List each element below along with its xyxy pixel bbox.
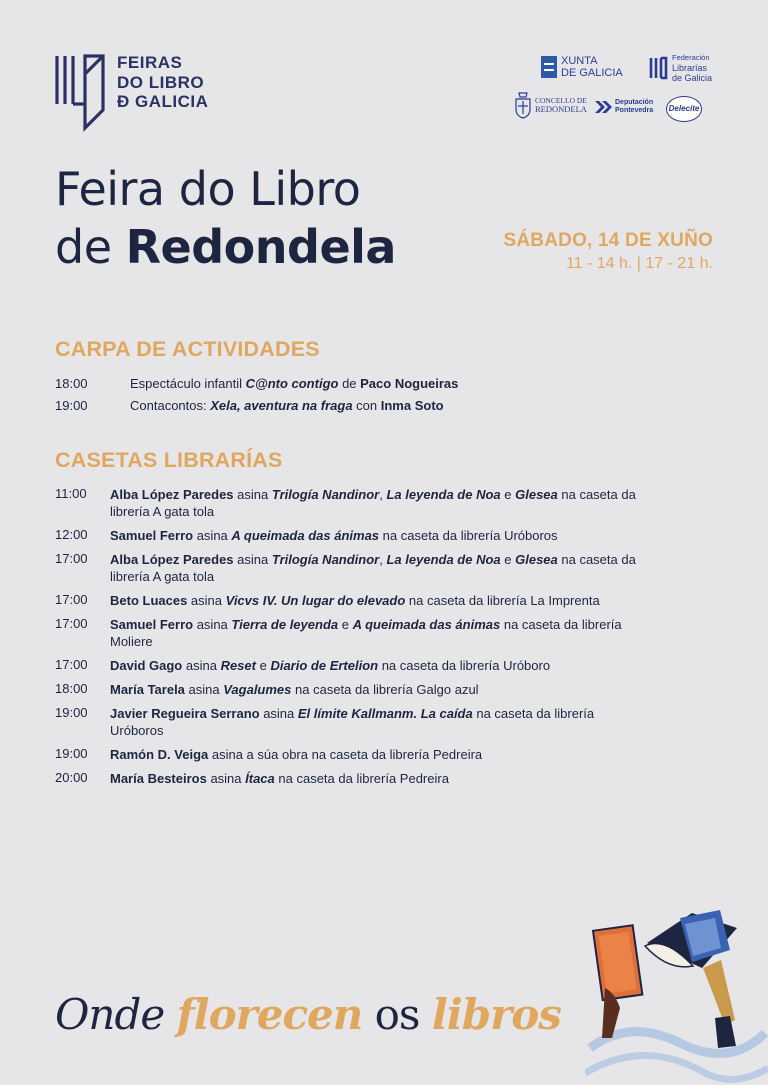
work-title: Vagalumes xyxy=(223,682,292,697)
federacion-logo xyxy=(648,54,712,83)
item-desc xyxy=(110,527,645,544)
author: Alba López Paredes xyxy=(110,487,234,502)
list-item xyxy=(55,551,645,585)
text: na caseta da librería Galgo azul xyxy=(291,682,479,697)
work-title: Glesea xyxy=(515,487,558,502)
work-title: Reset xyxy=(220,658,256,673)
text: asina xyxy=(259,706,298,721)
deputacion-chevrons-icon xyxy=(594,100,612,114)
text: na caseta da librería Uróboros xyxy=(379,528,558,543)
text: na caseta da librería A gata tola xyxy=(110,552,636,584)
deputacion-line-2: Pontevedra xyxy=(615,106,654,114)
xunta-line-1: XUNTA xyxy=(561,55,598,67)
text: asina xyxy=(193,617,232,632)
item-time: 12:00 xyxy=(55,527,88,542)
federacion-bars-icon xyxy=(648,56,668,80)
xunta-logo xyxy=(541,55,623,79)
slogan xyxy=(55,990,561,1040)
text: asina xyxy=(187,593,226,608)
item-time: 19:00 xyxy=(55,398,88,413)
work-title: La leyenda de Noa xyxy=(386,487,501,502)
books-hands-illustration-icon xyxy=(585,898,768,1085)
work-title: Tierra de leyenda xyxy=(231,617,339,632)
item-time: 17:00 xyxy=(55,551,88,566)
list-item xyxy=(55,681,645,698)
work-title: Ítaca xyxy=(245,771,275,786)
author: Samuel Ferro xyxy=(110,617,194,632)
text: asina a súa obra na caseta da librería Pedreira xyxy=(208,747,483,762)
list-item xyxy=(55,397,555,419)
list-item xyxy=(55,527,645,544)
work-title: Vicvs IV. Un lugar do elevado xyxy=(225,593,406,608)
author: Beto Luaces xyxy=(110,593,188,608)
concello-line-2: REDONDELA xyxy=(535,104,587,114)
work-title: Trilogía Nandinor xyxy=(271,487,380,502)
item-desc xyxy=(110,746,645,763)
author: Javier Regueira Serrano xyxy=(110,706,260,721)
item-time: 17:00 xyxy=(55,657,88,672)
work-title: Diario de Ertelion xyxy=(270,658,379,673)
item-desc xyxy=(110,657,645,674)
item-time: 18:00 xyxy=(55,376,88,391)
author: María Tarela xyxy=(110,682,185,697)
list-item xyxy=(55,657,645,674)
feiras-logo-text xyxy=(117,53,208,112)
deputacion-logo xyxy=(594,99,653,114)
author: Alba López Paredes xyxy=(110,552,234,567)
event-date-main: SÁBADO, 14 DE XUÑO xyxy=(503,230,713,251)
text: , xyxy=(379,487,387,502)
coat-of-arms-icon xyxy=(514,90,532,120)
text: con xyxy=(352,398,381,413)
author: Paco Nogueiras xyxy=(360,376,459,391)
carpa-list xyxy=(55,375,555,419)
federacion-line-3: de Galicia xyxy=(672,72,713,83)
item-desc xyxy=(110,705,645,739)
author: David Gago xyxy=(110,658,183,673)
item-time: 19:00 xyxy=(55,705,88,720)
work-title: A queimada das ánimas xyxy=(352,617,501,632)
item-time: 19:00 xyxy=(55,746,88,761)
title-line-2 xyxy=(55,218,396,276)
work-title: La leyenda de Noa xyxy=(386,552,501,567)
list-item xyxy=(55,486,645,520)
text: , xyxy=(379,552,387,567)
work-title: El límite Kallmanm. La caída xyxy=(297,706,473,721)
logo-line-1: FEIRAS xyxy=(117,53,183,72)
title-town: Redondela xyxy=(125,220,396,274)
item-time: 20:00 xyxy=(55,770,88,785)
text: na caseta da librería Uróboros xyxy=(110,706,595,738)
delecite-logo: Delecite xyxy=(666,96,702,122)
xunta-line-2: DE GALICIA xyxy=(561,67,623,79)
concello-logo xyxy=(514,90,587,120)
work-title: Glesea xyxy=(515,552,558,567)
list-item xyxy=(55,746,645,763)
text: asina xyxy=(233,552,272,567)
item-desc xyxy=(110,616,645,650)
event-hours: 11 - 14 h. | 17 - 21 h. xyxy=(565,255,713,272)
title-prefix: de xyxy=(55,220,126,274)
text: na caseta da librería Pedreira xyxy=(274,771,449,786)
list-item xyxy=(55,770,645,787)
author: Ramón D. Veiga xyxy=(110,747,209,762)
item-desc xyxy=(110,486,645,520)
logo-line-3: Ð GALICIA xyxy=(117,92,209,111)
concello-line-1: CONCELLO DE xyxy=(535,95,587,105)
author: Samuel Ferro xyxy=(110,528,194,543)
carpa-heading: CARPA DE ACTIVIDADES xyxy=(55,337,320,361)
list-item xyxy=(55,375,555,397)
text: e xyxy=(255,658,271,673)
page-title xyxy=(55,160,396,276)
item-desc xyxy=(110,551,645,585)
text: asina xyxy=(184,682,224,697)
author: Inma Soto xyxy=(380,398,444,413)
text: asina xyxy=(193,528,232,543)
text: e xyxy=(500,552,516,567)
author: María Besteiros xyxy=(110,771,207,786)
work-title: A queimada das ánimas xyxy=(231,528,380,543)
item-desc xyxy=(130,375,555,397)
list-item xyxy=(55,616,645,650)
item-desc xyxy=(110,770,645,787)
text: na caseta da librería Moliere xyxy=(110,617,622,649)
slogan-word: os xyxy=(362,990,432,1039)
event-date xyxy=(430,229,713,275)
work-title: Trilogía Nandinor xyxy=(271,552,380,567)
text: na caseta da librería La Imprenta xyxy=(405,593,600,608)
feiras-logo-icon xyxy=(55,54,107,132)
work-title: C@nto contigo xyxy=(245,376,339,391)
text: asina xyxy=(233,487,272,502)
item-time: 17:00 xyxy=(55,616,88,631)
text: de xyxy=(338,376,361,391)
slogan-word: Onde xyxy=(55,990,177,1039)
casetas-list xyxy=(55,486,645,794)
text: na caseta da librería Uróboro xyxy=(378,658,551,673)
text: asina xyxy=(182,658,221,673)
text: na caseta da librería A gata tola xyxy=(110,487,636,519)
text: asina xyxy=(206,771,246,786)
item-time: 11:00 xyxy=(55,486,87,501)
text: Espectáculo infantil xyxy=(130,376,246,391)
xunta-flag-icon xyxy=(541,56,557,78)
list-item xyxy=(55,592,645,609)
federacion-line-1: Federación xyxy=(672,53,710,62)
item-desc xyxy=(110,592,645,609)
text: e xyxy=(338,617,353,632)
work-title: Xela, aventura na fraga xyxy=(210,398,353,413)
title-line-1: Feira do Libro xyxy=(55,162,361,216)
logo-line-2: DO LIBRO xyxy=(117,72,205,92)
slogan-word: libros xyxy=(431,990,561,1039)
item-desc xyxy=(110,681,645,698)
text: Contacontos: xyxy=(130,398,211,413)
item-desc xyxy=(130,397,555,419)
text: e xyxy=(500,487,516,502)
federacion-line-2: Librarías xyxy=(672,62,708,73)
slogan-word: florecen xyxy=(176,990,363,1039)
deputacion-line-1: Deputación xyxy=(615,99,654,106)
item-time: 17:00 xyxy=(55,592,88,607)
list-item xyxy=(55,705,645,739)
casetas-heading: CASETAS LIBRARÍAS xyxy=(55,448,283,472)
item-time: 18:00 xyxy=(55,681,88,696)
